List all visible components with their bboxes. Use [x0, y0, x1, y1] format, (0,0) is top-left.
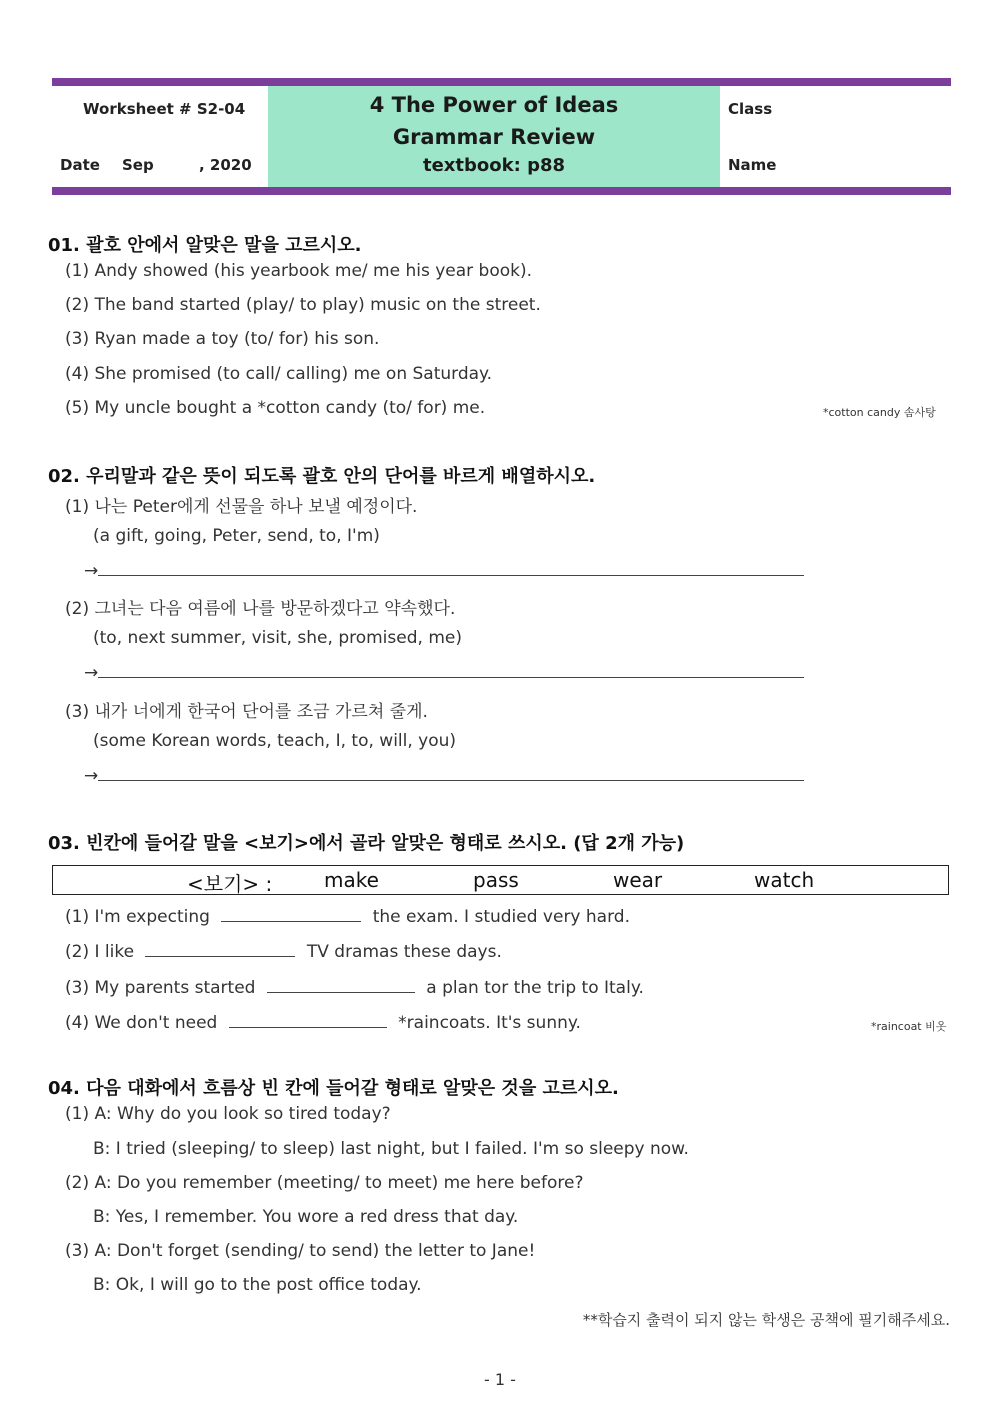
class-label: Class [728, 100, 773, 118]
question-3-heading: 03. 빈칸에 들어갈 말을 <보기>에서 골라 알맞은 형태로 쓰시오. (답 2개 가능) [48, 833, 685, 854]
q1-item-1: (1) Andy showed (his yearbook me/ me his year book). [65, 261, 533, 281]
title-box [268, 86, 720, 187]
fill-blank[interactable] [229, 1013, 387, 1028]
q2-item-1-korean: (1) 나는 Peter에게 선물을 하나 보낼 예정이다. [65, 497, 418, 517]
question-1-heading: 01. 괄호 안에서 알맞은 말을 고르시오. [48, 235, 362, 256]
header-bottom-bar [52, 187, 951, 195]
answer-blank[interactable] [98, 766, 804, 781]
q4-item-2-a: (2) A: Do you remember (meeting/ to meet) me here before? [65, 1173, 584, 1193]
q2-item-3-words: (some Korean words, teach, I, to, will, you) [93, 731, 457, 751]
q3-item-3 [65, 978, 644, 998]
q3-item-text: TV dramas these days. [306, 942, 502, 962]
q4-item-3-a: (3) A: Don't forget (sending/ to send) the letter to Jane! [65, 1241, 536, 1261]
q3-item-4 [65, 1013, 581, 1033]
q1-item-3: (3) Ryan made a toy (to/ for) his son. [65, 329, 380, 349]
header-right-cell [720, 86, 951, 187]
question-4 [48, 1074, 958, 1100]
q1-item-2: (2) The band started (play/ to play) music on the street. [65, 295, 541, 315]
question-4-heading: 04. 다음 대화에서 흐름상 빈 칸에 들어갈 형태로 알맞은 것을 고르시오. [48, 1078, 619, 1099]
word-bank-word: pass [473, 868, 519, 892]
q3-item-text: (2) I like [65, 942, 135, 962]
q3-item-text: (1) I'm expecting [65, 907, 210, 927]
q3-item-1 [65, 907, 630, 927]
question-1 [48, 231, 958, 257]
q3-item-text: (3) My parents started [65, 978, 256, 998]
word-bank-label: <보기> : [187, 872, 273, 896]
q2-answer-line-1[interactable] [84, 561, 804, 581]
page-number: - 1 - [484, 1370, 516, 1389]
q2-answer-line-3[interactable] [84, 766, 804, 786]
q3-item-text: the exam. I studied very hard. [372, 907, 630, 927]
arrow-icon: → [84, 561, 99, 581]
q2-item-2-korean: (2) 그녀는 다음 여름에 나를 방문하겠다고 약속했다. [65, 599, 456, 619]
q1-item-5: (5) My uncle bought a *cotton candy (to/ for) me. [65, 398, 486, 418]
q3-item-text: (4) We don't need [65, 1013, 218, 1033]
arrow-icon: → [84, 663, 99, 683]
q2-answer-line-2[interactable] [84, 663, 804, 683]
date-month: Sep [122, 156, 154, 174]
q4-item-2-b: B: Yes, I remember. You wore a red dress that day. [93, 1207, 519, 1227]
fill-blank[interactable] [267, 978, 415, 993]
fill-blank[interactable] [145, 942, 295, 957]
word-bank-word: watch [754, 868, 815, 892]
word-bank-word: make [324, 868, 379, 892]
q1-item-4: (4) She promised (to call/ calling) me on Saturday. [65, 364, 493, 384]
question-2-heading: 02. 우리말과 같은 뜻이 되도록 괄호 안의 단어를 바르게 배열하시오. [48, 466, 596, 487]
arrow-icon: → [84, 766, 99, 786]
q3-item-2 [65, 942, 502, 962]
word-bank-box [52, 865, 949, 895]
question-2 [48, 462, 958, 488]
q2-item-1-words: (a gift, going, Peter, send, to, I'm) [93, 526, 380, 546]
word-bank-word: wear [613, 868, 663, 892]
q4-item-1-a: (1) A: Why do you look so tired today? [65, 1104, 391, 1124]
worksheet-header [52, 86, 951, 187]
fill-blank[interactable] [221, 907, 361, 922]
worksheet-number: Worksheet # S2-04 [83, 100, 246, 118]
date-year: , 2020 [199, 156, 252, 174]
unit-title: 4 The Power of Ideas [369, 93, 619, 117]
header-top-bar [52, 78, 951, 86]
header-left-cell [52, 86, 268, 187]
date-label: Date [60, 156, 100, 174]
question-3 [48, 829, 958, 855]
review-title: Grammar Review [392, 125, 596, 149]
q2-item-2-words: (to, next summer, visit, she, promised, me) [93, 628, 462, 648]
q4-item-1-b: B: I tried (sleeping/ to sleep) last night, but I failed. I'm so sleepy now. [93, 1139, 689, 1159]
textbook-page: textbook: p88 [422, 155, 565, 176]
q3-item-text: *raincoats. It's sunny. [398, 1013, 581, 1033]
answer-blank[interactable] [98, 663, 804, 678]
answer-blank[interactable] [98, 561, 804, 576]
q3-vocab-note: *raincoat 비옷 [871, 1020, 947, 1033]
q1-vocab-note: *cotton candy 솜사탕 [823, 406, 936, 419]
q4-item-3-b: B: Ok, I will go to the post office today. [93, 1275, 422, 1295]
q2-item-3-korean: (3) 내가 너에게 한국어 단어를 조금 가르쳐 줄게. [65, 702, 428, 722]
print-footnote: **학습지 출력이 되지 않는 학생은 공책에 필기해주세요. [582, 1311, 950, 1329]
name-label: Name [728, 156, 777, 174]
q3-item-text: a plan tor the trip to Italy. [426, 978, 644, 998]
